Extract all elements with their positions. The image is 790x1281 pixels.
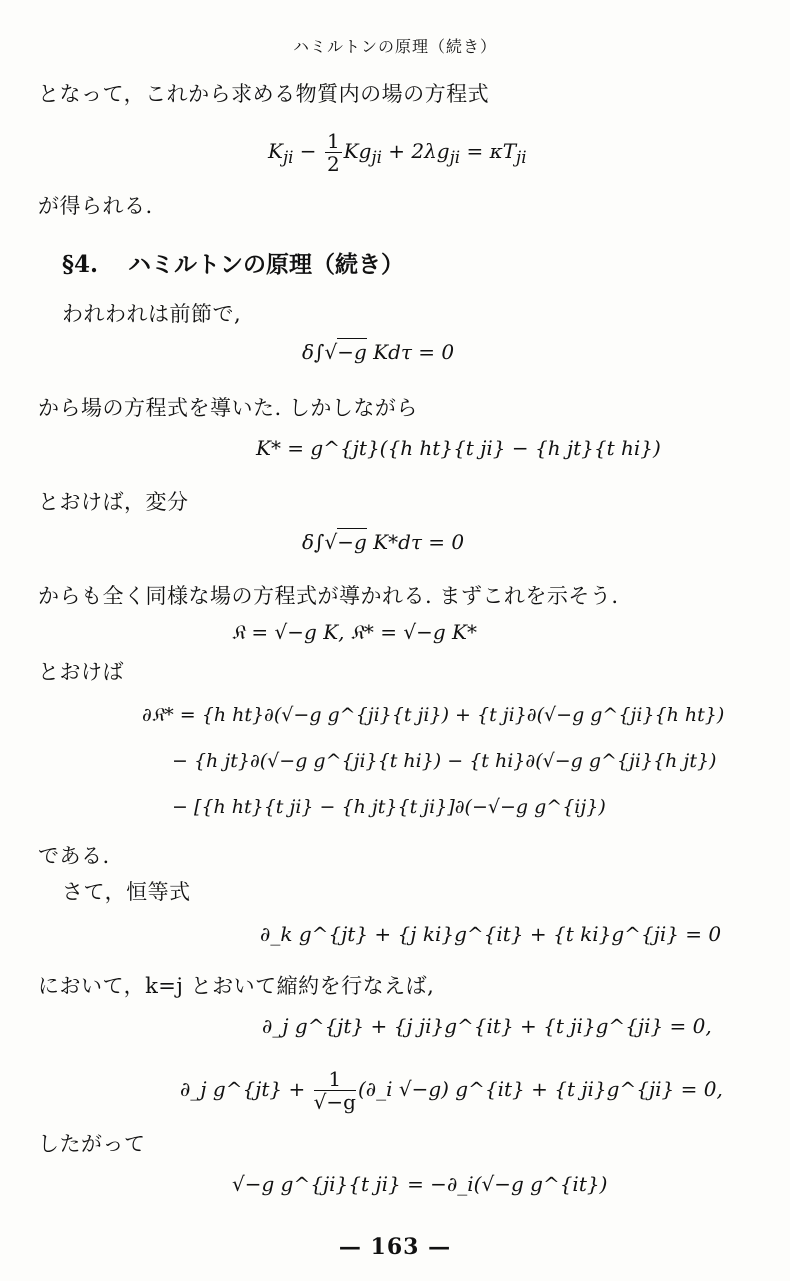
equation-variation-star: δ∫√−g K*dτ = 0 xyxy=(302,530,465,554)
equation-contraction: ∂_j g^{jt} + {j ji}g^{it} + {t ji}g^{ji} = 0, xyxy=(262,1014,712,1038)
paragraph: からも全く同様な場の方程式が導かれる. まずこれを示そう. xyxy=(38,584,619,608)
equation-contraction-2: ∂_j g^{jt} + $\frac{1}{√-g}$ (∂_i √−g) g^{it} + {t ji}g^{ji} = 0, xyxy=(180,1067,723,1114)
paragraph: において，k=j とおいて縮約を行なえば, xyxy=(38,974,435,998)
equation-result: √−g g^{ji}{t ji} = −∂_i(√−g g^{it}) xyxy=(232,1172,608,1196)
running-header: ハミルトンの原理（続き） xyxy=(292,37,497,56)
paragraph: が得られる. xyxy=(38,194,153,218)
equation-delta-line3: − [{h ht}{t ji} − {h jt}{t ji}]∂(−√−g g^{ij}) xyxy=(172,796,606,818)
equation-variation: δ∫√−g Kdτ = 0 xyxy=(302,340,455,364)
page-number: — 163 — xyxy=(338,1234,452,1260)
equation-delta-line2: − {h jt}∂(√−g g^{ji}{t hi}) − {t hi}∂(√−g g^{ji}{h jt}) xyxy=(172,750,717,772)
equation-delta-line1: ∂𝔎* = {h ht}∂(√−g g^{ji}{t ji}) + {t ji}∂(√−g g^{ji}{h ht}) xyxy=(142,704,725,726)
equation-definitions: 𝔎 = √−g K, 𝔎* = √−g K* xyxy=(232,620,477,644)
section-number: §4. xyxy=(62,251,99,278)
section-title: ハミルトンの原理（続き） xyxy=(128,251,405,278)
equation-kstar: K* = g^{jt}({h ht}{t ji} − {h jt}{t hi}) xyxy=(256,436,661,460)
fraction: $\frac{1}{√-g}$ xyxy=(313,1067,356,1114)
paragraph: から場の方程式を導いた. しかしながら xyxy=(38,396,418,420)
paragraph: さて，恒等式 xyxy=(62,880,191,904)
paragraph: である. xyxy=(38,844,110,868)
equation-identity: ∂_k g^{jt} + {j ki}g^{it} + {t ki}g^{ji} = 0 xyxy=(260,922,722,946)
paragraph: とおけば xyxy=(38,660,124,684)
paragraph: とおけば，変分 xyxy=(38,490,189,514)
section-heading xyxy=(62,246,404,279)
fraction: $\frac{1}{2}$ xyxy=(326,129,340,176)
equation-field: $K_{ji}$ − $\frac{1}{2}$ $Kg_{ji} + 2\lambda g_{ji} = \kappa T_{ji}$ xyxy=(268,129,527,176)
paragraph: となって，これから求める物質内の場の方程式 xyxy=(38,82,490,106)
paragraph: われわれは前節で, xyxy=(62,302,242,326)
paragraph: したがって xyxy=(38,1132,146,1156)
